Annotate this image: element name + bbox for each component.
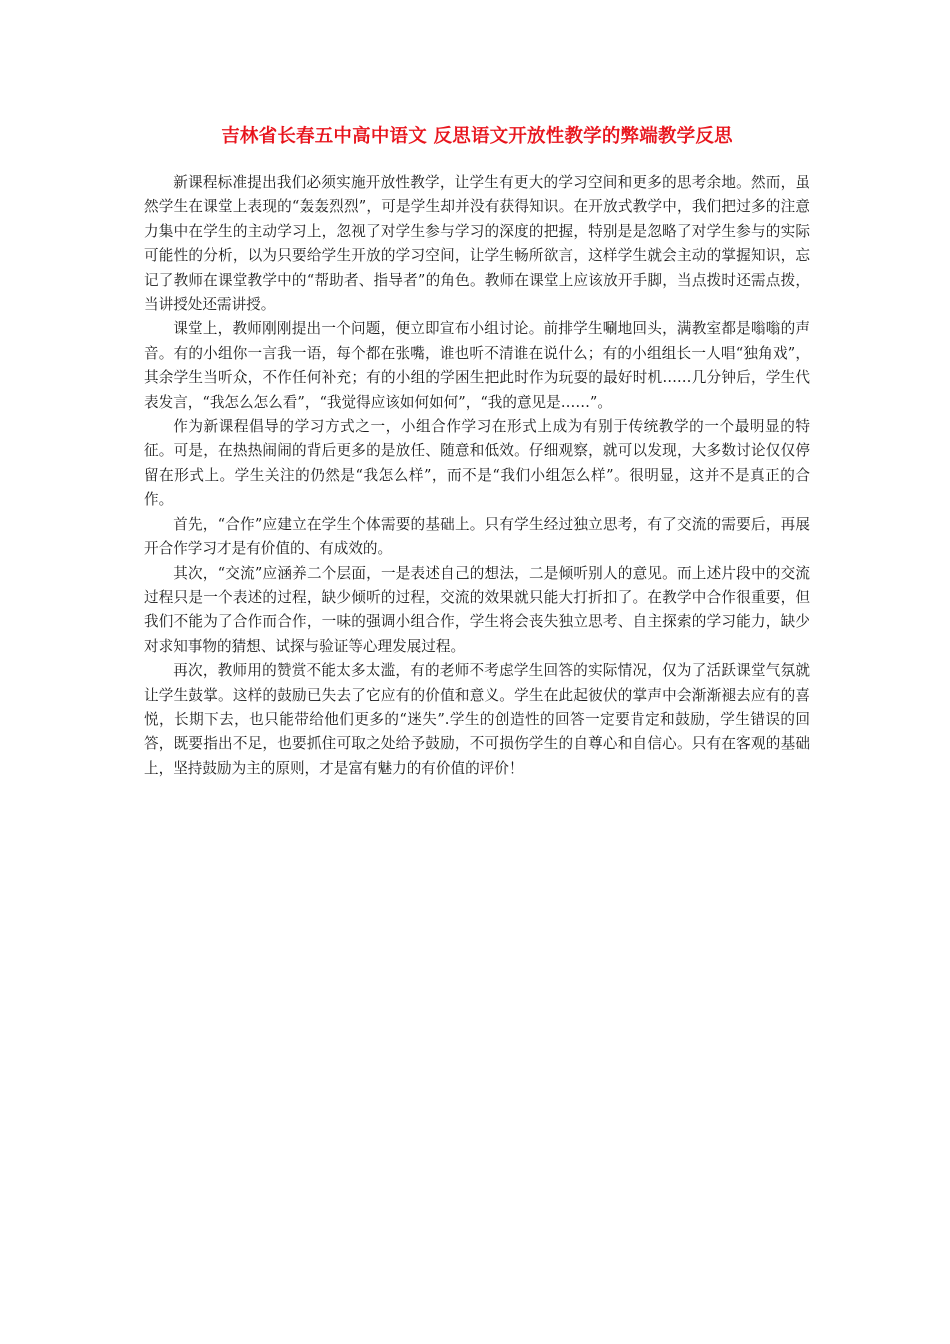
- document-body: [144, 171, 810, 781]
- paragraph-6: 再次，教师用的赞赏不能太多太滥，有的老师不考虑学生回答的实际情况，仅为了活跃课堂气氛就让学生鼓掌。这样的鼓励已失去了它应有的价值和意义。学生在此起彼伏的掌声中会渐渐褪去应有的喜悦，长期下去，也只能带给他们更多的“迷失”.学生的创造性的回答一定要肯定和鼓励，学生错误的回答，既要指出不足，也要抓住可取之处给予鼓励，不可损伤学生的自尊心和自信心。只有在客观的基础上，坚持鼓励为主的原则，才是富有魅力的有价值的评价！: [144, 662, 810, 777]
- paragraph-2: 课堂上，教师刚刚提出一个问题，便立即宣布小组讨论。前排学生唰地回头，满教室都是嗡嗡的声音。有的小组你一言我一语，每个都在张嘴，谁也听不清谁在说什么；有的小组组长一人唱“独角戏”，其余学生当听众，不作任何补充；有的小组的学困生把此时作为玩耍的最好时机……几分钟后，学生代表发言，“我怎么怎么看”，“我觉得应该如何如何”，“我的意见是……”。: [144, 320, 810, 411]
- paragraph-4: 首先，“合作”应建立在学生个体需要的基础上。只有学生经过独立思考，有了交流的需要后，再展开合作学习才是有价值的、有成效的。: [144, 515, 810, 558]
- document-title: 吉林省长春五中高中语文 反思语文开放性教学的弊端教学反思: [221, 126, 733, 147]
- paragraph-3: 作为新课程倡导的学习方式之一，小组合作学习在形式上成为有别于传统教学的一个最明显的特征。可是，在热热闹闹的背后更多的是放任、随意和低效。仔细观察，就可以发现，大多数讨论仅仅停留在形式上。学生关注的仍然是“我怎么样”，而不是“我们小组怎么样”。很明显，这并不是真正的合作。: [144, 418, 810, 509]
- paragraph-5: 其次，“交流”应涵养二个层面，一是表述自己的想法，二是倾听别人的意见。而上述片段中的交流过程只是一个表述的过程，缺少倾听的过程，交流的效果就只能大打折扣了。在教学中合作很重要，但我们不能为了合作而合作，一味的强调小组合作，学生将会丧失独立思考、自主探索的学习能力，缺少对求知事物的猜想、试探与验证等心理发展过程。: [144, 564, 810, 655]
- paragraph-1: 新课程标准提出我们必须实施开放性教学，让学生有更大的学习空间和更多的思考余地。然而，虽然学生在课堂上表现的“轰轰烈烈”，可是学生却并没有获得知识。在开放式教学中，我们把过多的注意力集中在学生的主动学习上，忽视了对学生参与学习的深度的把握，特别是是忽略了对学生参与的实际可能性的分析，以为只要给学生开放的学习空间，让学生畅所欲言，这样学生就会主动的掌握知识，忘记了教师在课堂教学中的“帮助者、指导者”的角色。教师在课堂上应该放开手脚，当点拨时还需点拨，当讲授处还需讲授。: [144, 174, 810, 314]
